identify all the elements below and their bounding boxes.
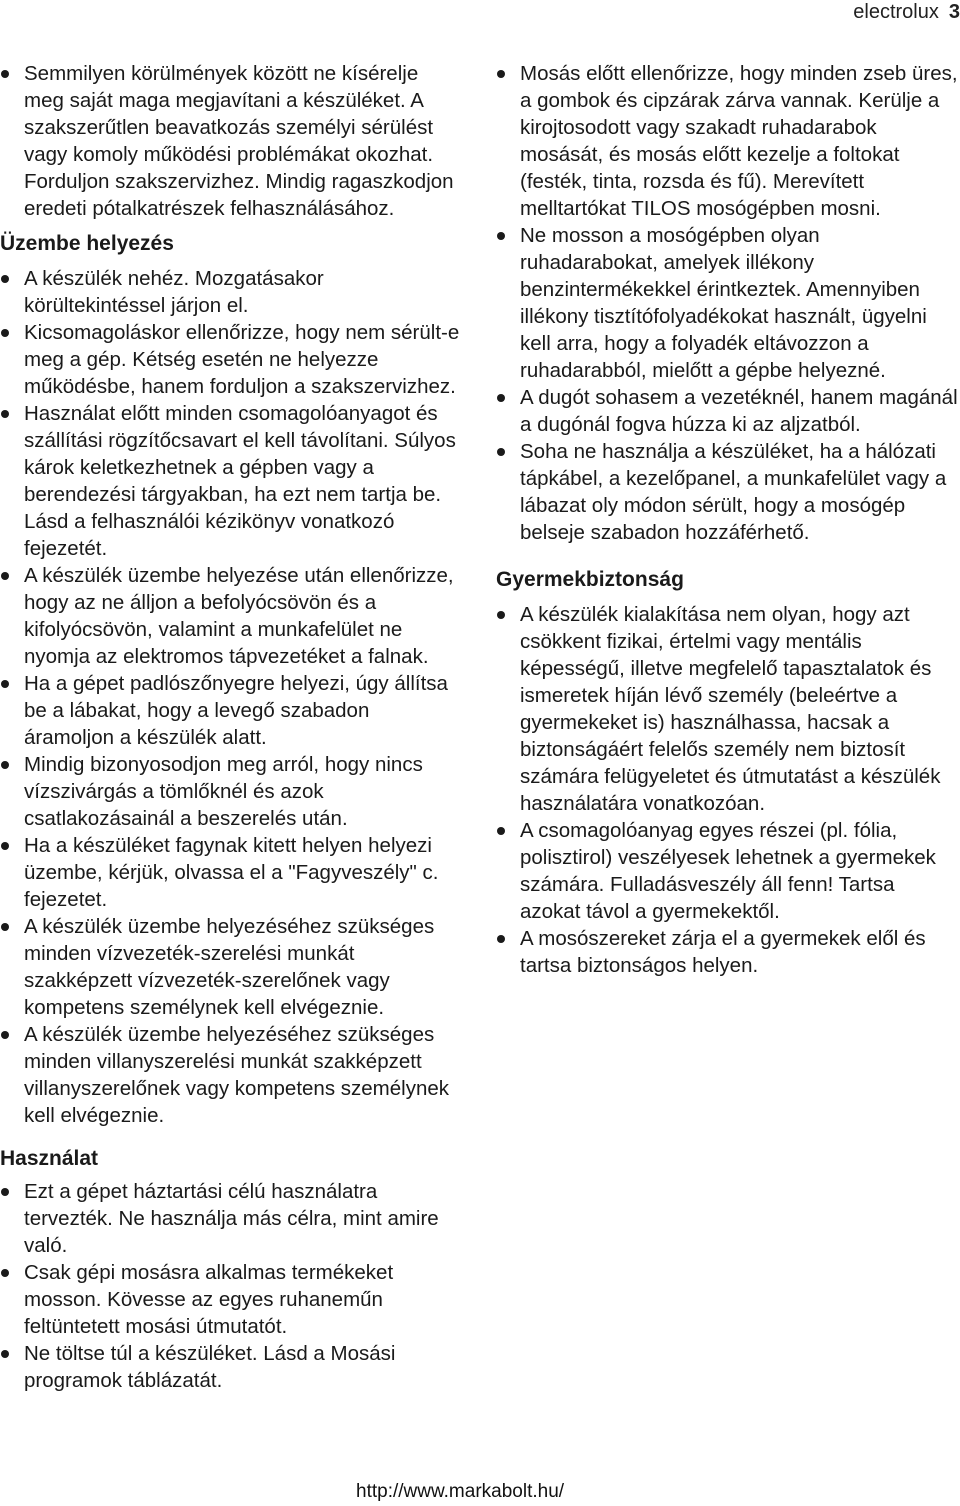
installation-list xyxy=(0,265,462,1129)
list-item xyxy=(0,562,462,670)
bullet-icon xyxy=(1,70,9,78)
list-item-text: A mosószereket zárja el a gyermekek elől és tartsa biztonságos helyen. xyxy=(520,927,926,977)
bullet-icon xyxy=(497,935,505,943)
section-title-usage: Használat xyxy=(0,1147,99,1170)
bullet-icon xyxy=(497,448,505,456)
bullet-icon xyxy=(1,1188,9,1196)
list-item-text: Semmilyen körülmények között ne kísérelje meg saját maga megjavítani a készüléket. A szakszerűtlen beavatkozás személyi sérülést vagy komoly működési problémákat okozhat. Forduljon szakszervizhez. Mindig ragaszkodjon eredeti pótalkatrészek felhasználásához. xyxy=(24,62,454,220)
list-item-text: A készülék üzembe helyezése után ellenőrizze, hogy az ne álljon a befolyócsövön és a kifolyócsövön, valamint a munkafelület ne nyomja az elektromos tápvezetéket a falnak. xyxy=(24,564,454,668)
footer-url[interactable]: http://www.markabolt.hu/ xyxy=(356,1481,565,1502)
list-item-text: Ne töltse túl a készüléket. Lásd a Mosási programok táblázatát. xyxy=(24,1342,396,1392)
bullet-icon xyxy=(1,275,9,283)
list-item xyxy=(0,751,462,832)
bullet-icon xyxy=(497,70,505,78)
bullet-icon xyxy=(1,1269,9,1277)
list-item-text: Mindig bizonyosodjon meg arról, hogy nincs vízszivárgás a tömlőknél és azok csatlakozásainál a beszerelés után. xyxy=(24,753,423,830)
list-item-text: Ha a készüléket fagynak kitett helyen helyezi üzembe, kérjük, olvassa el a "Fagyveszély" c. fejezetet. xyxy=(24,834,439,911)
bullet-icon xyxy=(497,232,505,240)
usage-list xyxy=(0,1178,462,1394)
list-item-text: A készülék nehéz. Mozgatásakor körültekintéssel járjon el. xyxy=(24,267,324,317)
bullet-icon xyxy=(1,329,9,337)
brand-name: electrolux xyxy=(853,1,939,23)
list-item-text: Csak gépi mosásra alkalmas termékeket mosson. Kövesse az egyes ruhaneműn feltüntetett mosási útmutatót. xyxy=(24,1261,394,1338)
list-item xyxy=(0,1178,462,1259)
bullet-icon xyxy=(497,611,505,619)
bullet-icon xyxy=(1,923,9,931)
list-item-text: Ha a gépet padlószőnyegre helyezi, úgy állítsa be a lábakat, hogy a levegő szabadon áramoljon a készülék alatt. xyxy=(24,672,448,749)
list-item-text: A készülék üzembe helyezéséhez szükséges minden villanyszerelési munkát szakképzett villanyszerelőnek vagy kompetens személynek kell elvégeznie. xyxy=(24,1023,450,1127)
bullet-icon xyxy=(1,680,9,688)
list-item-text: Ne mosson a mosógépben olyan ruhadarabokat, amelyek illékony benzintermékekkel érintkeztek. Amennyiben illékony tisztítófolyadékokat használt, ügyelni kell arra, hogy a folyadék eltávozzon a ruhadarabból, mielőtt a gépbe helyezné. xyxy=(520,224,927,382)
section-title-installation: Üzembe helyezés xyxy=(0,232,174,255)
list-item xyxy=(496,925,960,979)
list-item xyxy=(496,60,960,222)
section-title-child-safety: Gyermekbiztonság xyxy=(496,568,684,591)
bullet-icon xyxy=(497,827,505,835)
list-item xyxy=(0,319,462,400)
list-item-text: Ezt a gépet háztartási célú használatra tervezték. Ne használja más célra, mint amire való. xyxy=(24,1180,439,1257)
list-item xyxy=(0,265,462,319)
list-item-text: A csomagolóanyag egyes részei (pl. fólia, polisztirol) veszélyesek lehetnek a gyermekek számára. Fulladásveszély áll fenn! Tartsa azokat távol a gyermekektől. xyxy=(520,819,936,923)
bullet-icon xyxy=(497,394,505,402)
list-item xyxy=(496,817,960,925)
list-item-text: A készülék kialakítása nem olyan, hogy azt csökkent fizikai, értelmi vagy mentális képességű, illetve megfelelő tapasztalatok és ismeretek híján lévő személy (beleértve a gyermekeket is) használhassa, hacsak a biztonságáért felelős személy nem biztosít számára felügyeletet és útmutatást a készülék használatára vonatkozóan. xyxy=(520,603,941,815)
list-item xyxy=(0,913,462,1021)
bullet-icon xyxy=(1,761,9,769)
left-column xyxy=(0,60,462,1394)
list-item xyxy=(496,222,960,384)
list-item-text: A dugót sohasem a vezetéknél, hanem magánál a dugónál fogva húzza ki az aljzatból. xyxy=(520,386,958,436)
list-item xyxy=(496,601,960,817)
list-item-text: A készülék üzembe helyezéséhez szükséges minden vízvezeték-szerelési munkát szakképzett vízvezeték-szerelőnek vagy kompetens személynek kell elvégeznie. xyxy=(24,915,435,1019)
list-item xyxy=(0,60,462,222)
list-item xyxy=(0,670,462,751)
list-item xyxy=(0,1259,462,1340)
list-item xyxy=(0,1021,462,1129)
usage-continued-list xyxy=(496,60,960,546)
list-item xyxy=(0,832,462,913)
bullet-icon xyxy=(1,1350,9,1358)
intro-list xyxy=(0,60,462,222)
bullet-icon xyxy=(1,572,9,580)
bullet-icon xyxy=(1,1031,9,1039)
bullet-icon xyxy=(1,842,9,850)
list-item-text: Kicsomagoláskor ellenőrizze, hogy nem sérült-e meg a gép. Kétség esetén ne helyezze működésbe, hanem forduljon a szakszervizhez. xyxy=(24,321,460,398)
list-item xyxy=(496,384,960,438)
child-safety-list xyxy=(496,601,960,979)
list-item xyxy=(0,1340,462,1394)
right-column xyxy=(496,60,960,979)
page-header xyxy=(853,0,960,24)
list-item-text: Soha ne használja a készüléket, ha a hálózati tápkábel, a kezelőpanel, a munkafelület vagy a lábazat oly módon sérült, hogy a mosógép belseje szabadon hozzáférhető. xyxy=(520,440,947,544)
list-item-text: Mosás előtt ellenőrizze, hogy minden zseb üres, a gombok és cipzárak zárva vannak. Kerülje a kirojtosodott vagy szakadt ruhadarabok mosását, és mosás előtt kezelje a foltokat (festék, tinta, rozsda és fű). Merevített melltartókat TILOS mosógépben mosni. xyxy=(520,62,958,220)
list-item-text: Használat előtt minden csomagolóanyagot és szállítási rögzítőcsavart el kell távolítani. Súlyos károk keletkezhetnek a gépben vagy a berendezési tárgyakban, ha ezt nem tartja be. Lásd a felhasználói kézikönyv vonatkozó fejezetét. xyxy=(24,402,456,560)
list-item xyxy=(496,438,960,546)
bullet-icon xyxy=(1,410,9,418)
list-item xyxy=(0,400,462,562)
page-number: 3 xyxy=(948,1,960,23)
